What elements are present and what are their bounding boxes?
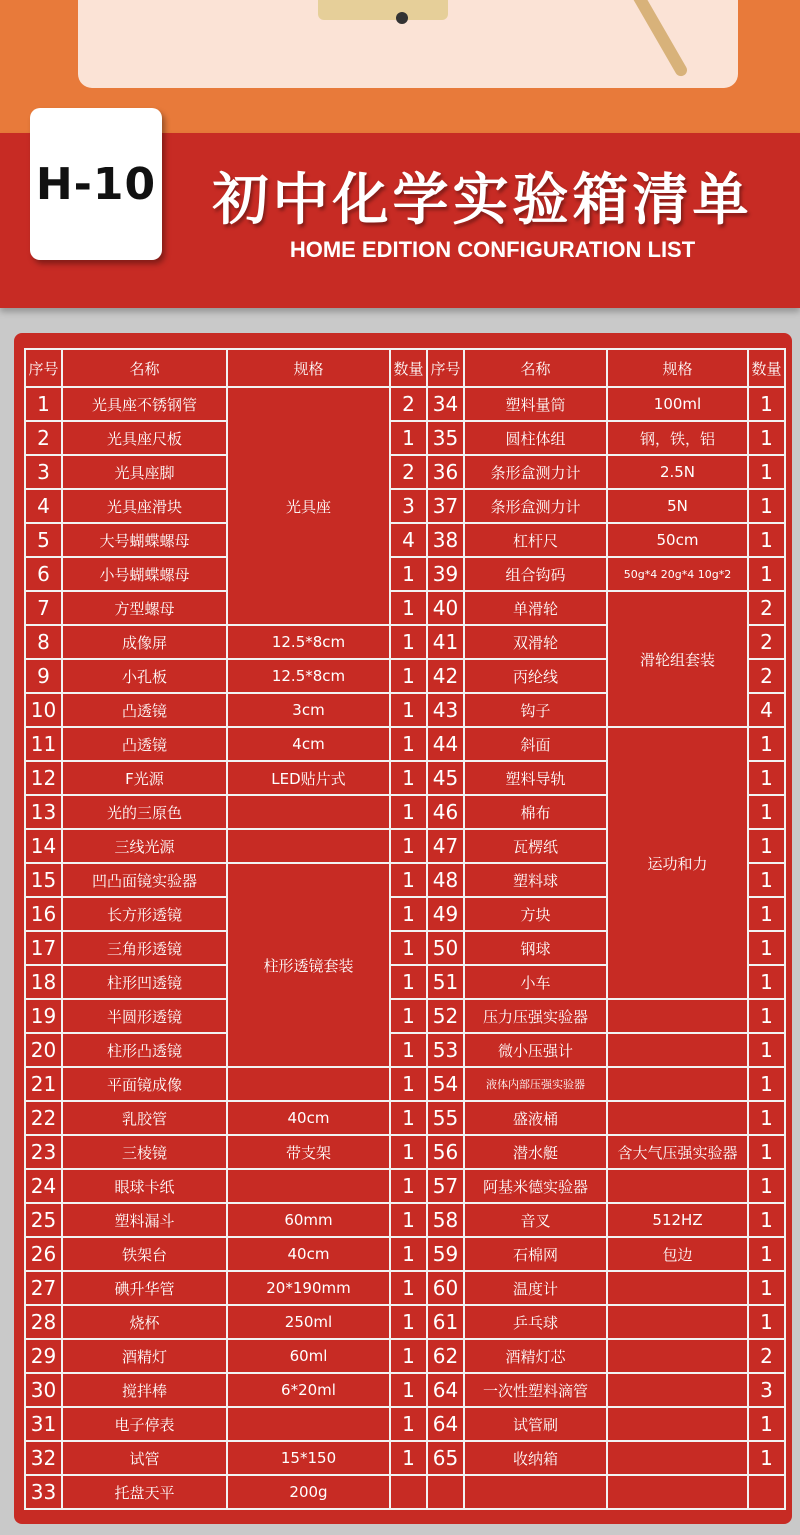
item-quantity: 1 (390, 1407, 427, 1441)
product-photo-card (78, 0, 738, 88)
item-quantity: 1 (390, 591, 427, 625)
item-number: 9 (25, 659, 62, 693)
item-number: 41 (427, 625, 464, 659)
item-name: 长方形透镜 (62, 897, 227, 931)
item-spec: 100ml (607, 387, 748, 421)
item-number: 59 (427, 1237, 464, 1271)
item-name: 石棉网 (464, 1237, 607, 1271)
item-quantity: 1 (390, 693, 427, 727)
table-row (25, 1339, 785, 1373)
item-name: 三线光源 (62, 829, 227, 863)
table-row (25, 523, 785, 557)
item-name: 眼球卡纸 (62, 1169, 227, 1203)
item-spec: 12.5*8cm (227, 659, 390, 693)
item-name: 酒精灯芯 (464, 1339, 607, 1373)
page-subtitle: HOME EDITION CONFIGURATION LIST (289, 237, 696, 262)
table-header-row (25, 349, 785, 387)
kit-box-edge (318, 0, 448, 20)
column-header: 数量 (390, 349, 427, 387)
item-number: 10 (25, 693, 62, 727)
item-number: 61 (427, 1305, 464, 1339)
item-quantity: 1 (390, 863, 427, 897)
item-quantity: 1 (390, 1305, 427, 1339)
item-name: 微小压强计 (464, 1033, 607, 1067)
item-spec: 20*190mm (227, 1271, 390, 1305)
item-quantity: 2 (748, 659, 785, 693)
item-spec-group: 运功和力 (607, 727, 748, 999)
item-name: 光具座不锈钢管 (62, 387, 227, 421)
item-spec: 6*20ml (227, 1373, 390, 1407)
table-row (25, 1271, 785, 1305)
column-header: 名称 (62, 349, 227, 387)
item-number: 17 (25, 931, 62, 965)
item-quantity: 1 (390, 421, 427, 455)
item-number: 20 (25, 1033, 62, 1067)
item-name: 瓦楞纸 (464, 829, 607, 863)
item-quantity: 1 (390, 1067, 427, 1101)
item-quantity: 1 (390, 1101, 427, 1135)
item-name: F光源 (62, 761, 227, 795)
item-quantity: 1 (748, 931, 785, 965)
item-name: 潜水艇 (464, 1135, 607, 1169)
item-spec: 40cm (227, 1237, 390, 1271)
item-spec: 带支架 (227, 1135, 390, 1169)
item-number: 62 (427, 1339, 464, 1373)
item-quantity: 2 (390, 455, 427, 489)
item-spec (227, 829, 390, 863)
item-quantity: 1 (748, 999, 785, 1033)
item-spec: 50g*4 20g*4 10g*2 (607, 557, 748, 591)
table-row (25, 1033, 785, 1067)
item-number: 26 (25, 1237, 62, 1271)
item-spec: 60ml (227, 1339, 390, 1373)
item-name: 条形盒测力计 (464, 489, 607, 523)
item-quantity: 1 (748, 829, 785, 863)
table-row (25, 1169, 785, 1203)
item-name: 温度计 (464, 1271, 607, 1305)
item-spec: 含大气压强实验器 (607, 1135, 748, 1169)
item-number: 34 (427, 387, 464, 421)
item-quantity: 4 (390, 523, 427, 557)
table-row (25, 727, 785, 761)
item-spec: 4cm (227, 727, 390, 761)
item-quantity: 2 (748, 591, 785, 625)
item-quantity: 1 (748, 1169, 785, 1203)
item-name: 光具座尺板 (62, 421, 227, 455)
model-code: H-10 (35, 158, 157, 210)
item-number: 5 (25, 523, 62, 557)
item-number: 47 (427, 829, 464, 863)
item-name: 光的三原色 (62, 795, 227, 829)
item-number: 40 (427, 591, 464, 625)
item-name: 小号蝴蝶螺母 (62, 557, 227, 591)
item-quantity: 1 (748, 523, 785, 557)
item-quantity: 2 (748, 625, 785, 659)
item-spec (607, 1271, 748, 1305)
item-number: 16 (25, 897, 62, 931)
item-name: 半圆形透镜 (62, 999, 227, 1033)
item-name: 阿基米德实验器 (464, 1169, 607, 1203)
item-spec (607, 1373, 748, 1407)
item-name: 双滑轮 (464, 625, 607, 659)
item-number: 65 (427, 1441, 464, 1475)
item-quantity: 3 (390, 489, 427, 523)
model-badge (30, 108, 162, 260)
item-name: 单滑轮 (464, 591, 607, 625)
item-name: 大号蝴蝶螺母 (62, 523, 227, 557)
item-quantity: 1 (748, 1101, 785, 1135)
item-name: 烧杯 (62, 1305, 227, 1339)
item-quantity: 1 (390, 999, 427, 1033)
table-row (25, 387, 785, 421)
item-name: 方型螺母 (62, 591, 227, 625)
item-name: 液体内部压强实验器 (464, 1067, 607, 1101)
item-quantity: 1 (390, 1271, 427, 1305)
column-header: 数量 (748, 349, 785, 387)
item-quantity: 1 (748, 863, 785, 897)
item-number: 29 (25, 1339, 62, 1373)
wooden-rod (624, 0, 689, 78)
item-number: 64 (427, 1407, 464, 1441)
item-quantity: 1 (390, 557, 427, 591)
item-name: 丙纶线 (464, 659, 607, 693)
table-row (25, 591, 785, 625)
item-spec: 12.5*8cm (227, 625, 390, 659)
item-quantity: 1 (748, 1407, 785, 1441)
item-number: 54 (427, 1067, 464, 1101)
item-spec: 50cm (607, 523, 748, 557)
item-spec: 3cm (227, 693, 390, 727)
item-number: 4 (25, 489, 62, 523)
item-name: 收纳箱 (464, 1441, 607, 1475)
item-spec: 512HZ (607, 1203, 748, 1237)
item-quantity (748, 1475, 785, 1509)
item-quantity: 1 (390, 829, 427, 863)
item-name: 斜面 (464, 727, 607, 761)
item-quantity: 1 (390, 761, 427, 795)
table-row (25, 1101, 785, 1135)
item-name: 一次性塑料滴管 (464, 1373, 607, 1407)
item-spec (227, 1169, 390, 1203)
item-quantity: 1 (748, 1271, 785, 1305)
item-number: 36 (427, 455, 464, 489)
item-name: 组合钩码 (464, 557, 607, 591)
item-spec (607, 1305, 748, 1339)
item-name: 棉布 (464, 795, 607, 829)
item-number: 15 (25, 863, 62, 897)
table-row (25, 1203, 785, 1237)
item-number: 43 (427, 693, 464, 727)
configuration-table (24, 348, 786, 1510)
item-quantity: 1 (390, 659, 427, 693)
item-quantity: 1 (748, 1237, 785, 1271)
item-quantity: 1 (390, 1339, 427, 1373)
item-name: 试管 (62, 1441, 227, 1475)
item-name: 压力压强实验器 (464, 999, 607, 1033)
table-row (25, 1135, 785, 1169)
item-number: 6 (25, 557, 62, 591)
item-number: 25 (25, 1203, 62, 1237)
item-number: 21 (25, 1067, 62, 1101)
column-header: 序号 (25, 349, 62, 387)
item-spec: 包边 (607, 1237, 748, 1271)
item-quantity: 2 (748, 1339, 785, 1373)
item-number: 51 (427, 965, 464, 999)
item-number: 35 (427, 421, 464, 455)
item-number: 7 (25, 591, 62, 625)
table-row (25, 557, 785, 591)
item-spec (607, 1475, 748, 1509)
item-name: 三角形透镜 (62, 931, 227, 965)
item-name: 塑料球 (464, 863, 607, 897)
item-number: 18 (25, 965, 62, 999)
item-quantity: 1 (390, 1237, 427, 1271)
item-quantity: 1 (748, 761, 785, 795)
item-number: 45 (427, 761, 464, 795)
item-name: 盛液桶 (464, 1101, 607, 1135)
item-quantity: 1 (748, 1033, 785, 1067)
item-quantity: 1 (748, 897, 785, 931)
item-quantity: 1 (390, 625, 427, 659)
item-name: 小孔板 (62, 659, 227, 693)
item-number: 3 (25, 455, 62, 489)
item-spec (607, 1339, 748, 1373)
item-name: 凸透镜 (62, 727, 227, 761)
item-name: 电子停表 (62, 1407, 227, 1441)
item-number: 42 (427, 659, 464, 693)
item-spec-group: 柱形透镜套装 (227, 863, 390, 1067)
item-name: 柱形凸透镜 (62, 1033, 227, 1067)
item-quantity: 1 (390, 897, 427, 931)
item-spec: 钢，铁，铝 (607, 421, 748, 455)
item-quantity: 1 (748, 387, 785, 421)
item-quantity (390, 1475, 427, 1509)
item-spec: 60mm (227, 1203, 390, 1237)
item-quantity: 1 (390, 931, 427, 965)
item-quantity: 1 (748, 965, 785, 999)
table-row (25, 1373, 785, 1407)
table-row (25, 1237, 785, 1271)
item-quantity: 1 (748, 455, 785, 489)
table-row (25, 421, 785, 455)
item-name: 铁架台 (62, 1237, 227, 1271)
item-quantity: 1 (748, 727, 785, 761)
item-number: 1 (25, 387, 62, 421)
item-quantity: 4 (748, 693, 785, 727)
item-quantity: 1 (390, 1169, 427, 1203)
item-number: 14 (25, 829, 62, 863)
item-number: 28 (25, 1305, 62, 1339)
item-spec (607, 1101, 748, 1135)
item-name: 成像屏 (62, 625, 227, 659)
column-header: 规格 (607, 349, 748, 387)
column-header: 序号 (427, 349, 464, 387)
item-spec (227, 1407, 390, 1441)
item-name: 杠杆尺 (464, 523, 607, 557)
page-title: 初中化学实验箱清单 (212, 168, 753, 233)
item-number: 11 (25, 727, 62, 761)
item-number: 64 (427, 1373, 464, 1407)
item-name: 光具座滑块 (62, 489, 227, 523)
item-number: 48 (427, 863, 464, 897)
table-row (25, 1407, 785, 1441)
table-row (25, 1305, 785, 1339)
item-number: 53 (427, 1033, 464, 1067)
column-header: 名称 (464, 349, 607, 387)
item-name: 碘升华管 (62, 1271, 227, 1305)
item-name: 乳胶管 (62, 1101, 227, 1135)
item-name: 塑料量筒 (464, 387, 607, 421)
item-spec (607, 1407, 748, 1441)
item-number: 46 (427, 795, 464, 829)
item-spec: 200g (227, 1475, 390, 1509)
item-spec: LED贴片式 (227, 761, 390, 795)
item-number (427, 1475, 464, 1509)
item-number: 13 (25, 795, 62, 829)
item-number: 37 (427, 489, 464, 523)
item-quantity: 1 (390, 795, 427, 829)
table-row (25, 999, 785, 1033)
item-name: 钢球 (464, 931, 607, 965)
item-number: 32 (25, 1441, 62, 1475)
item-number: 39 (427, 557, 464, 591)
item-quantity: 1 (390, 1135, 427, 1169)
item-name: 酒精灯 (62, 1339, 227, 1373)
item-name: 三棱镜 (62, 1135, 227, 1169)
item-name: 条形盒测力计 (464, 455, 607, 489)
item-spec-group: 滑轮组套装 (607, 591, 748, 727)
item-spec: 40cm (227, 1101, 390, 1135)
bottom-margin (0, 1524, 800, 1535)
item-quantity: 1 (748, 1305, 785, 1339)
item-name: 试管刷 (464, 1407, 607, 1441)
item-spec (607, 1067, 748, 1101)
item-number: 12 (25, 761, 62, 795)
item-number: 19 (25, 999, 62, 1033)
item-name: 凸透镜 (62, 693, 227, 727)
table-row (25, 455, 785, 489)
item-name: 托盘天平 (62, 1475, 227, 1509)
item-quantity: 1 (390, 1033, 427, 1067)
item-spec-group: 光具座 (227, 387, 390, 625)
item-name: 柱形凹透镜 (62, 965, 227, 999)
item-quantity: 3 (748, 1373, 785, 1407)
table-row (25, 1067, 785, 1101)
item-spec: 5N (607, 489, 748, 523)
item-name: 凹凸面镜实验器 (62, 863, 227, 897)
item-name: 音叉 (464, 1203, 607, 1237)
item-quantity: 1 (390, 1373, 427, 1407)
item-number: 44 (427, 727, 464, 761)
item-quantity: 1 (748, 1203, 785, 1237)
item-name: 搅拌棒 (62, 1373, 227, 1407)
item-number: 33 (25, 1475, 62, 1509)
item-name: 光具座脚 (62, 455, 227, 489)
item-name: 钩子 (464, 693, 607, 727)
table-row (25, 1441, 785, 1475)
item-quantity: 1 (390, 1203, 427, 1237)
table-row (25, 1475, 785, 1509)
item-spec: 2.5N (607, 455, 748, 489)
item-spec (607, 1033, 748, 1067)
item-name: 小车 (464, 965, 607, 999)
item-name: 塑料导轨 (464, 761, 607, 795)
item-number: 50 (427, 931, 464, 965)
item-quantity: 1 (748, 1067, 785, 1101)
item-name: 塑料漏斗 (62, 1203, 227, 1237)
table-row (25, 489, 785, 523)
item-number: 23 (25, 1135, 62, 1169)
item-number: 22 (25, 1101, 62, 1135)
item-quantity: 1 (748, 795, 785, 829)
column-header: 规格 (227, 349, 390, 387)
kit-box-wheel (396, 12, 408, 24)
item-spec: 15*150 (227, 1441, 390, 1475)
item-number: 31 (25, 1407, 62, 1441)
item-name: 方块 (464, 897, 607, 931)
item-name: 乒乓球 (464, 1305, 607, 1339)
item-quantity: 1 (748, 489, 785, 523)
item-quantity: 1 (748, 421, 785, 455)
item-number: 58 (427, 1203, 464, 1237)
item-quantity: 1 (390, 727, 427, 761)
item-quantity: 1 (748, 557, 785, 591)
item-spec (227, 795, 390, 829)
item-number: 52 (427, 999, 464, 1033)
item-number: 8 (25, 625, 62, 659)
item-name: 圆柱体组 (464, 421, 607, 455)
item-quantity: 1 (390, 1441, 427, 1475)
item-spec (227, 1067, 390, 1101)
item-quantity: 1 (390, 965, 427, 999)
item-spec (607, 1441, 748, 1475)
item-spec (607, 1169, 748, 1203)
item-number: 38 (427, 523, 464, 557)
item-number: 2 (25, 421, 62, 455)
item-number: 49 (427, 897, 464, 931)
item-number: 57 (427, 1169, 464, 1203)
item-quantity: 1 (748, 1135, 785, 1169)
item-name (464, 1475, 607, 1509)
item-number: 30 (25, 1373, 62, 1407)
item-spec: 250ml (227, 1305, 390, 1339)
item-quantity: 1 (748, 1441, 785, 1475)
item-quantity: 2 (390, 387, 427, 421)
item-number: 24 (25, 1169, 62, 1203)
item-name: 平面镜成像 (62, 1067, 227, 1101)
item-spec (607, 999, 748, 1033)
item-number: 60 (427, 1271, 464, 1305)
item-number: 55 (427, 1101, 464, 1135)
item-number: 56 (427, 1135, 464, 1169)
item-number: 27 (25, 1271, 62, 1305)
